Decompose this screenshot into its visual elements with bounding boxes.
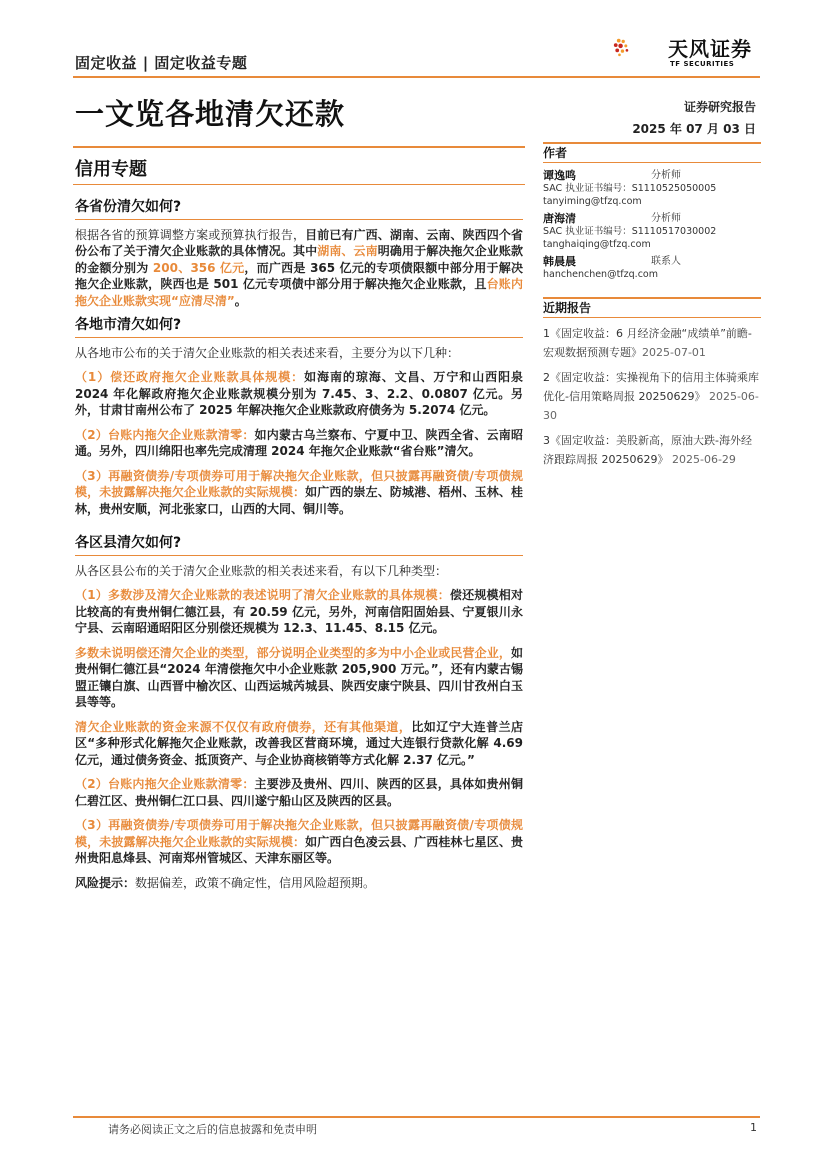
text-run-highlight: （1）多数涉及清欠企业账款的表述说明了清欠企业账款的具体规模：: [75, 588, 450, 602]
recent-report-title: 1《固定收益：6 月经济金融“成绩单”前瞻-宏观数据预测专题》: [543, 327, 752, 359]
text-run-highlight: （2）台账内拖欠企业账款清零：: [75, 427, 255, 442]
paragraph: [75, 468, 523, 518]
author-cert: SAC 执业证书编号：S1110517030002: [543, 226, 717, 237]
header-divider: [73, 76, 760, 78]
recent-report-date: 2025-06-30: [543, 390, 759, 422]
text-run-bold: 如广西的崇左、防城港、梧州、玉林、桂林，贵州安顺，河北张家口，山西的大同、铜川等。: [75, 485, 523, 516]
text-run-bold: 明确用于解决拖欠企业账款的金额分别为: [75, 244, 523, 275]
author-block: [543, 212, 761, 251]
section-heading-provinces: 各省份清欠如何?: [75, 199, 523, 220]
recent-report-date: 2025-06-29: [672, 453, 736, 466]
paragraph: [75, 645, 523, 711]
author-email[interactable]: hanchenchen@tfzq.com: [543, 269, 658, 280]
risk-warning: [75, 875, 523, 892]
author-name: 唐海清: [543, 212, 576, 225]
recent-report-item[interactable]: [543, 324, 761, 362]
text-run-highlight: 湖南、云南: [317, 244, 378, 258]
text-run-bold: 如贵州铜仁德江县“2024 年清偿拖欠中小企业账款 205,900 万元。”，还有内蒙古锡盟正镶白旗、山西晋中榆次区、山西运城芮城县、陕西安康宁陕县、四川甘孜州白玉县等等。: [75, 645, 523, 709]
main-content: [75, 195, 523, 899]
logo-english-name: TF SECURITIES: [670, 60, 735, 68]
text-run-bold: 。: [234, 293, 247, 308]
text-run-bold: 比如辽宁大连普兰店区“多种形式化解拖欠企业账款，改善我区营商环境，通过大连银行贷款化解 4.69 亿元，通过债务资金、抵顶资产、与企业协商核销等方式化解 2.37 亿元。”: [75, 719, 523, 767]
author-block: [543, 169, 761, 208]
text-run-highlight: 台账内拖欠企业账款实现“应清尽清”: [75, 277, 523, 308]
text-run-bold: 如广西白色凌云县、广西桂林七星区、贵州贵阳息烽县、河南郑州管城区、天津东丽区等。: [75, 834, 523, 865]
recent-report-item[interactable]: [543, 431, 761, 469]
recent-report-title: 2《固定收益：实操视角下的信用主体骑乘库优化-信用策略周报 20250629》: [543, 371, 759, 403]
page-subtitle: 信用专题: [75, 159, 147, 180]
text-run-highlight: （3）再融资债券/专项债券可用于解决拖欠企业账款，但只披露再融资债/专项债规模，未披露解决拖欠企业账款的实际规模：: [75, 468, 523, 499]
text-run-highlight: （1）偿还政府拖欠企业账款具体规模：: [75, 370, 305, 384]
sidebar-divider: [543, 317, 761, 318]
sidebar-divider: [543, 162, 761, 163]
paragraph: [75, 369, 523, 419]
author-name: 韩晨晨: [543, 255, 576, 268]
paragraph: 从各地市公布的关于清欠企业账款的相关表述来看，主要分为以下几种：: [75, 345, 460, 360]
paragraph: [75, 776, 523, 809]
subtitle-divider: [73, 184, 525, 185]
text-run: 根据各省的预算调整方案或预算执行报告，: [75, 227, 306, 242]
section-heading-counties: 各区县清欠如何?: [75, 535, 523, 556]
text-run-bold: ，而广西是 365 亿元的专项债限额中部分用于解决拖欠企业账款，陕西也是 501 亿元专项债中部分用于解决拖欠企业账款，且: [75, 260, 523, 291]
paragraph: [75, 427, 523, 460]
text-run-highlight: 200、356 亿元: [152, 260, 245, 275]
author-name: 谭逸鸣: [543, 169, 576, 182]
recent-report-date: 2025-07-01: [642, 346, 706, 359]
recent-report-item[interactable]: [543, 368, 761, 425]
paragraph: [75, 817, 523, 867]
footer-divider: [73, 1116, 760, 1118]
section-heading-cities: 各地市清欠如何?: [75, 317, 523, 338]
author-cert: SAC 执业证书编号：S1110525050005: [543, 183, 717, 194]
authors-heading: 作者: [543, 146, 568, 160]
report-category: 固定收益 | 固定收益专题: [75, 54, 248, 72]
author-email[interactable]: tanghaiqing@tfzq.com: [543, 239, 651, 250]
text-run-bold: 主要涉及贵州、四川、陕西的区县，具体如贵州铜仁碧江区、贵州铜仁江口县、四川遂宁船山区及陕西的区县。: [75, 777, 523, 808]
page-title: 一文览各地清欠还款: [75, 97, 346, 131]
footer-disclaimer: 请务必阅读正文之后的信息披露和免责申明: [108, 1123, 317, 1136]
text-run-highlight: （3）再融资债券/专项债券可用于解决拖欠企业账款，但只披露再融资债/专项债规模，未披露解决拖欠企业账款的实际规模：: [75, 818, 523, 849]
risk-label: 风险提示：: [75, 875, 136, 890]
page-number: 1: [750, 1121, 757, 1134]
recent-report-title: 3《固定收益：美股新高，原油大跌-海外经济跟踪周报 20250629》: [543, 434, 752, 466]
author-role: 联系人: [651, 256, 681, 267]
risk-text: 数据偏差，政策不确定性，信用风险超预期。: [135, 875, 376, 890]
text-run-highlight: （2）台账内拖欠企业账款清零：: [75, 777, 255, 791]
report-date: 2025 年 07 月 03 日: [632, 122, 756, 136]
author-role: 分析师: [651, 170, 681, 181]
text-run-highlight: 多数未说明偿还清欠企业的类型，部分说明企业类型的多为中小企业或民营企业，: [75, 645, 511, 660]
title-divider: [73, 146, 525, 148]
author-block: [543, 255, 761, 281]
recent-reports-heading: 近期报告: [543, 301, 592, 315]
paragraph: [75, 719, 523, 769]
text-run-bold: 偿还规模相对比较高的有贵州铜仁德江县，有 20.59 亿元，另外，河南信阳固始县、宁夏银川永宁县、云南昭通昭阳区分别偿还规模为 12.3、11.45、8.15 亿元。: [75, 588, 523, 635]
text-run-bold: 如内蒙古乌兰察布、宁夏中卫、陕西全省、云南昭通。另外，四川绵阳也率先完成清理 2024 年拖欠企业账款“省台账”清欠。: [75, 427, 523, 458]
paragraph: [75, 227, 523, 310]
author-email[interactable]: tanyiming@tfzq.com: [543, 196, 642, 207]
text-run-highlight: 清欠企业账款的资金来源不仅仅有政府债券，还有其他渠道，: [75, 719, 412, 734]
tf-securities-logo-icon: [612, 20, 668, 74]
text-run-bold: 如海南的琼海、文昌、万宁和山西阳泉 2024 年化解政府拖欠企业账款规模分别为 7.45、3、2.2、0.0807 亿元。另外，甘肃甘南州公布了 2025 年解决拖欠企业账款政府债务为 5.2074 亿元。: [75, 370, 523, 417]
text-run-bold: 目前已有广西、湖南、云南、陕西四个省份公布了关于清欠企业账款的具体情况。其中: [75, 227, 523, 258]
paragraph: [75, 587, 523, 637]
paragraph: 从各区县公布的关于清欠企业账款的相关表述来看，有以下几种类型：: [75, 563, 448, 578]
sidebar: [543, 142, 761, 475]
author-role: 分析师: [651, 213, 681, 224]
logo-chinese-name: 天风证券: [668, 37, 752, 61]
report-type: 证券研究报告: [683, 100, 756, 114]
